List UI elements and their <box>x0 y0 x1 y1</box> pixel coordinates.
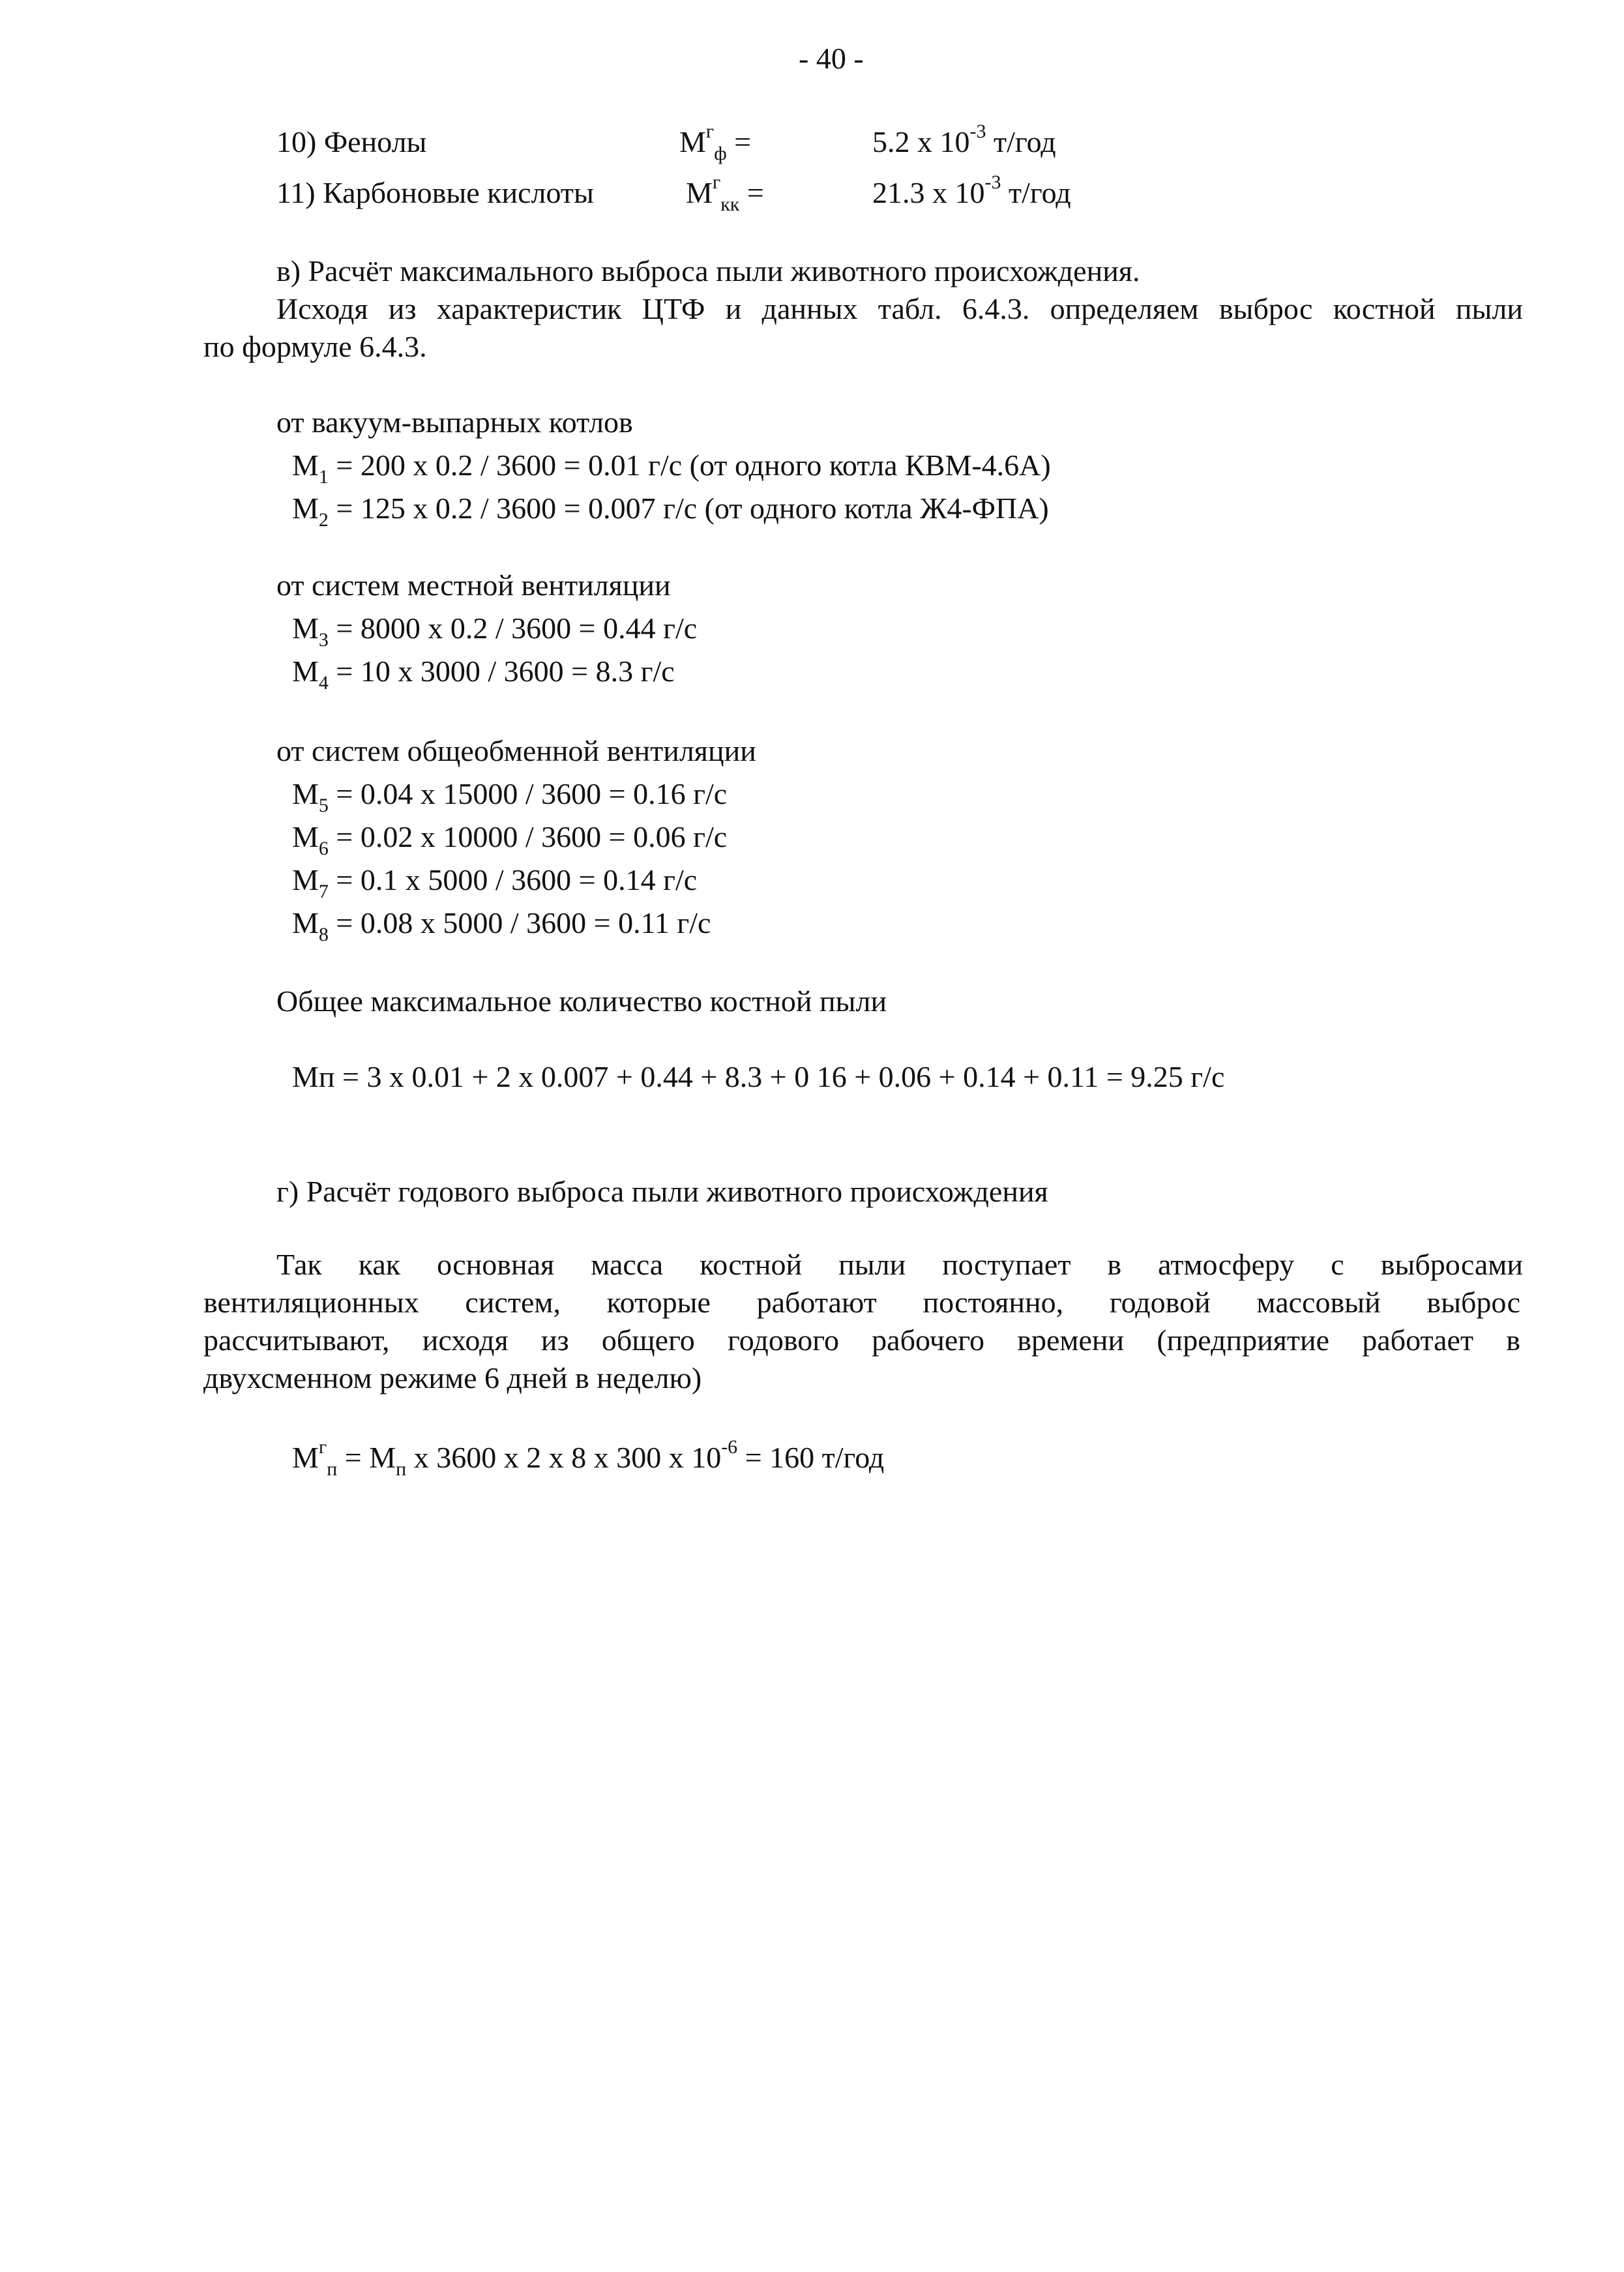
item-label-carboxylic-acids: 11) Карбоновые кислоты <box>276 176 594 209</box>
formula-m3: $M_3 = 8000$ x 0.2 / 3600 = 0.44 г/с <box>292 612 698 651</box>
annual-emission-formula: $М^г_п = М_п$ x 3600 x 2 x 8 x 300 x $10^{-6} = 160$ т/год <box>292 1436 885 1480</box>
section-g-paragraph-line-2: вентиляционных систем, которые работают постоянно, годовой массовый выброс <box>203 1286 1520 1319</box>
group-heading-vacuum-boilers: от вакуум-выпарных котлов <box>276 406 633 439</box>
item-symbol-phenols: $М^г_ф$ = <box>679 121 752 164</box>
total-heading: Общее максимальное количество костной пыли <box>276 984 887 1018</box>
section-g-paragraph-line-1: Так как основная масса костной пыли поступает в атмосферу с выбросами <box>276 1248 1523 1281</box>
item-symbol-carboxylic-acids: $М^г_{кк}$ = <box>686 171 764 215</box>
item-value-carboxylic-acids: 21.3 x $10^{-3}$ т/год <box>872 171 1071 209</box>
item-value-phenols: 5.2 x $10^{-3}$ т/год <box>872 121 1056 158</box>
section-g-paragraph-line-3: рассчитывают, исходя из общего годового рабочего времени (предприятие работает в <box>203 1323 1520 1357</box>
section-g-paragraph-line-4: двухсменном режиме 6 дней в неделю) <box>203 1361 702 1394</box>
formula-m2: $M_2 = 125$ x 0.2 / 3600 = 0.007 г/с (от одного котла Ж4-ФПА) <box>292 492 1049 531</box>
formula-m7: $M_7 = 0.1$ x 5000 / 3600 = 0.14 г/с <box>292 863 698 902</box>
formula-m1: $M_1 = 200$ x 0.2 / 3600 = 0.01 г/с (от одного котла КВМ-4.6А) <box>292 449 1051 488</box>
item-label-phenols: 10) Фенолы <box>276 125 427 158</box>
section-g-title: г) Расчёт годового выброса пыли животного происхождения <box>276 1175 1048 1208</box>
section-v-paragraph-line-2: по формуле 6.4.3. <box>203 330 427 363</box>
page-number: - 40 - <box>799 42 864 75</box>
formula-m5: $M_5 = 0.04$ x 15000 / 3600 = 0.16 г/с <box>292 777 728 816</box>
group-heading-general-ventilation: от систем общеобменной вентиляции <box>276 734 756 767</box>
formula-m8: $M_8 = 0.08$ x 5000 / 3600 = 0.11 г/с <box>292 906 711 945</box>
formula-m6: $M_6 = 0.02$ x 10000 / 3600 = 0.06 г/с <box>292 820 728 859</box>
group-heading-local-ventilation: от систем местной вентиляции <box>276 568 671 602</box>
total-formula: Мп = 3 x 0.01 + 2 x 0.007 + 0.44 + 8.3 + 0 16 + 0.06 + 0.14 + 0.11 = 9.25 г/с <box>292 1060 1225 1093</box>
formula-m4: $M_4 = 10$ x 3000 / 3600 = 8.3 г/с <box>292 655 675 694</box>
section-v-title: в) Расчёт максимального выброса пыли животного происхождения. <box>276 254 1140 288</box>
section-v-paragraph-line-1: Исходя из характеристик ЦТФ и данных табл. 6.4.3. определяем выброс костной пыли <box>276 292 1523 325</box>
